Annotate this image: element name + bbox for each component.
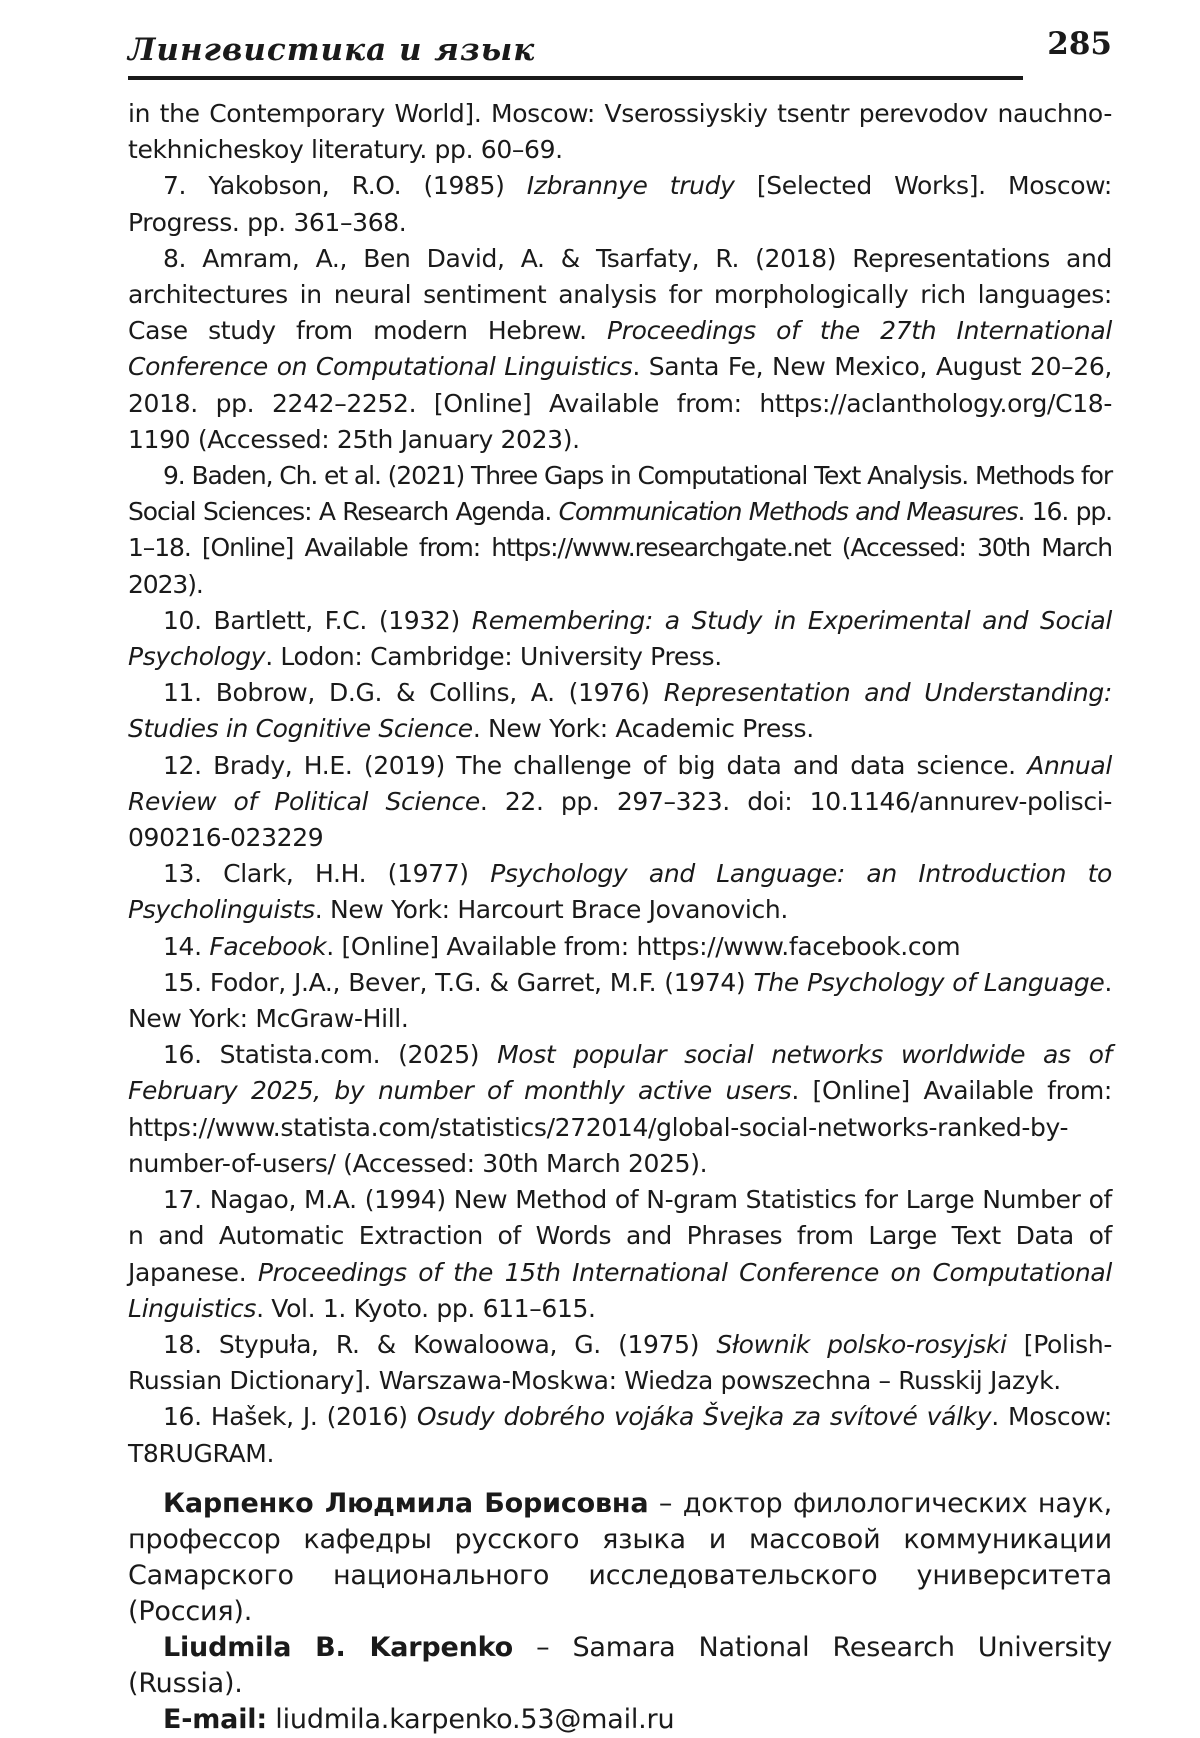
author-email-line: [128, 1702, 1112, 1738]
reference-item-8: 8. Amram, A., Ben David, A. & Tsarfaty, R. (2018) Representations and architectures in neural sentiment analysis for morphologically rich languages: Case study from modern Hebrew. Proceedings of the 27th International Conference on Computational Linguistics. Santa Fe, New Mexico, August 20–26, 2018. pp. 2242–2252. [Online] Available from: https://aclanthology.org/C18-1190 (Accessed: 25th January 2023).: [128, 243, 1112, 454]
author-info-english: [128, 1630, 1112, 1702]
author-info-russian: [128, 1486, 1112, 1630]
reference-item-15: 15. Fodor, J.A., Bever, T.G. & Garret, M.F. (1974) The Psychology of Language. New York: McGraw-Hill.: [128, 967, 1112, 1034]
author-description-ru: – доктор филологических наук, профессор кафедры русского языка и массовой коммуникации Самарского национального исследовательского университета (Россия).: [128, 1487, 1112, 1627]
reference-item-11: 11. Bobrow, D.G. & Collins, A. (1976) Representation and Understanding: Studies in Cognitive Science. New York: Academic Press.: [128, 678, 1112, 744]
reference-item-12: 12. Brady, H.E. (2019) The challenge of big data and data science. Annual Review of Political Science. 22. pp. 297–323. doi: 10.1146/annurev-polisci-090216-023229: [128, 750, 1112, 853]
reference-item-13: 13. Clark, H.H. (1977) Psychology and Language: an Introduction to Psycholinguists. New York: Harcourt Brace Jovanovich.: [128, 859, 1112, 925]
reference-item-17: 17. Nagao, M.A. (1994) New Method of N-gram Statistics for Large Number of n and Automatic Extraction of Words and Phrases from Large Text Data of Japanese. Proceedings of the 15th International Conference on Computational Linguistics. Vol. 1. Kyoto. pp. 611–615.: [128, 1185, 1112, 1323]
author-name-en: Liudmila B. Karpenko: [163, 1631, 513, 1663]
reference-item-7: 7. Yakobson, R.O. (1985) Izbrannye trudy [Selected Works]. Moscow: Progress. pp. 361–368.: [128, 171, 1112, 237]
author-info: [128, 1486, 1112, 1738]
running-title: Лингвистика и язык: [128, 32, 536, 68]
author-affiliation-en: – Samara National Research University (Russia).: [128, 1631, 1113, 1699]
journal-page: [128, 0, 1113, 1735]
email-label: E-mail:: [163, 1703, 267, 1735]
author-name-ru: Карпенко Людмила Борисовна: [163, 1487, 649, 1519]
reference-item-16: 16. Statista.com. (2025) Most popular social networks worldwide as of February 2025, by number of monthly active users. [Online] Available from: https://www.statista.com/statistics/272014/global-social-networks-ranked-by-number-of-users/ (Accessed: 30th March 2025).: [128, 1040, 1112, 1178]
header-rule: [128, 76, 1023, 80]
reference-item-18: 18. Stypuła, R. & Kowaloowa, G. (1975) Słownik polsko-rosyjski [Polish-Russian Dictionary]. Warszawa-Moskwa: Wiedza powszechna – Russkij Jazyk.: [128, 1329, 1113, 1396]
page-number: 285: [1047, 26, 1112, 62]
reference-item-19: 16. Hašek, J. (2016) Osudy dobrého vojáka Švejka za svítové války. Moscow: T8RUGRAM.: [128, 1402, 1112, 1468]
reference-item-14: 14. Facebook. [Online] Available from: https://www.facebook.com: [163, 931, 961, 961]
reference-item-10: 10. Bartlett, F.C. (1932) Remembering: a Study in Experimental and Social Psychology. Lodon: Cambridge: University Press.: [128, 605, 1113, 672]
reference-list: [128, 96, 1112, 1738]
reference-item-9: 9. Baden, Ch. et al. (2021) Three Gaps in Computational Text Analysis. Methods for Social Sciences: A Research Agenda. Communication Methods and Measures. 16. pp. 1–18. [Online] Available from: https://www.researchgate.net (Accessed: 30th March 2023).: [128, 461, 1112, 599]
email-link[interactable]: liudmila.karpenko.53@mail.ru: [266, 1703, 675, 1735]
page-header: [128, 26, 1112, 80]
reference-item-6-continued: in the Contemporary World]. Moscow: Vserossiyskiy tsentr perevodov nauchno-tekhnicheskoy literatury. pp. 60–69.: [128, 99, 1112, 165]
